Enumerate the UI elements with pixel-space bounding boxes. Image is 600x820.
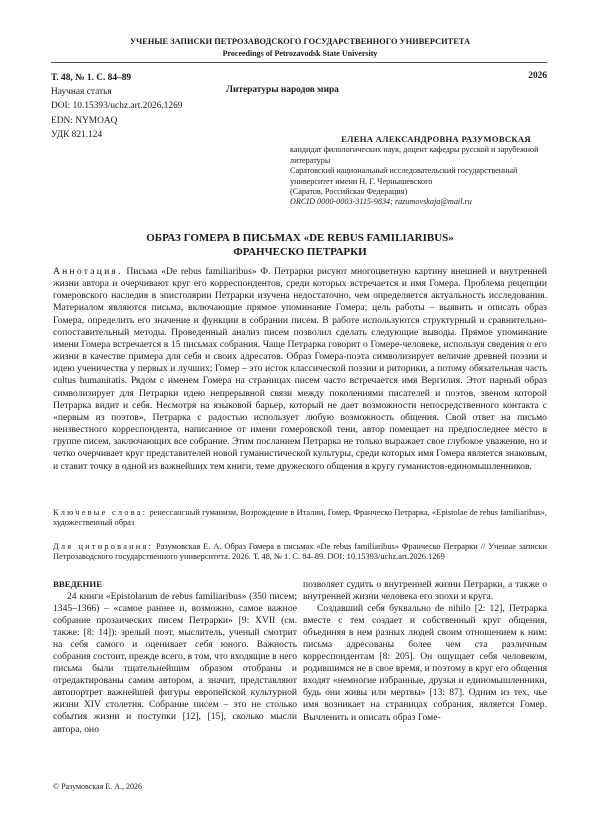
body-column-left [53, 591, 297, 736]
paragraph: позволяет судить о внутренней жизни Петрарки, а также о внутренней жизни человека его эпохи и круга. [303, 579, 547, 603]
citation-text: Разумовская Е. А. Образ Гомера в письмах «De rebus familiaribus» Франческо Петрарки // Ученые записки Петрозаводского государственного университета. 2026. Т. 48, № 1. С. 84–89. DOI: 10.15393/uchz.art.2026.1269 [53, 542, 547, 562]
abstract [53, 266, 547, 473]
author-name: ЕЛЕНА АЛЕКСАНДРОВНА РАЗУМОВСКАЯ [341, 134, 531, 144]
keywords-text: ренессансный гуманизм, Возрождение в Италии, Гомер, Франческо Петрарка, «Epistolae de rebus familiaribus», художественный образ [53, 508, 547, 528]
abstract-label: Аннотация. [53, 266, 123, 277]
citation-label: Для цитирования: [53, 542, 154, 551]
edn: EDN: NYMOAQ [51, 115, 118, 126]
author-degree: кандидат филологических наук, доцент кафедры русской и зарубежной литературы [290, 145, 539, 165]
paragraph: Создавший себя буквально de nihilo [2: 12], Петрарка вместе с тем создает и собственный круг общения, объединяя в нем разных людей своим отношением к ним: письма адресованы более чем ста различным корреспондентам [8: 205]. Он ощущает себя человеком, родившимся не в свое время, и поэтому в круг его общения входят «немногие избранные, друзья и единомышленники, будь они живы или мертвы» [13: 87]. Одним из тех, чье имя возникает на страницах собрания, является Гомер. Вычленить и описать образ Гоме- [303, 603, 547, 723]
citation [53, 542, 547, 563]
article-title [0, 232, 600, 259]
keywords [53, 508, 547, 529]
article-meta [51, 71, 183, 142]
copyright: © Разумовская Е. А., 2026 [53, 782, 142, 791]
keywords-label: Ключевые слова: [53, 508, 148, 517]
journal-title-en: Proceedings of Petrozavodsk State University [222, 49, 378, 58]
volume-pages: Т. 48, № 1. С. 84–89 [51, 73, 132, 83]
abstract-text: Письма «De rebus familiaribus» Ф. Петрарки рисуют многоцветную картину внешней и внутренней жизни автора и очерчивают круг его корреспондентов, среди которых встречается и имя Гомера. Проблема рецепции гомеровского наследия в эпистолярии Петрарки изучена недостаточно, чем определяется актуальность исследования. Материалом являются письма, включающие прямое упоминание Гомера; цель работы – выявить и описать образ Гомера, определить его значение и функции в собрании писем. В работе используются структурный и сравнительно-сопоставительный методы. Проведенный анализ писем позволил сделать следующие выводы. Прямое упоминание имени Гомера встречается в 15 письмах собрания. Чаще Петрарка говорит о Гомере-человеке, используя сведения о его жизни в качестве примера для себя и своих адресатов. Образ Гомера-поэта символизирует величие древней поэзии и идею ученичества у первых и лучших; Гомер – это исток классической поэзии и риторики, а потому обязательная часть cultus humanitatis. Рядом с именем Гомера на страницах писем часто встречается имя Вергилия. Этот парный образ символизирует для Петрарки идею непрерывной связи между поколениями писателей и поэтов, звеном которой Петрарка видит и себя. Несмотря на языковой барьер, который не дает возможности непосредственного контакта с «первым из поэтов», Петрарка с радостью использует любую возможность общения. Свой ответ на письмо неизвестного корреспондента, написанное от имени гомеровской тени, автор помещает на предпоследнее место в группе писем, заключающих все собрание. Этим посланием Петрарка не только выражает свое глубокое уважение, но и четко очерчивает круг представителей новой гуманистической культуры, среди которых имя Гомера является знаковым, и ставит точку в одной из важнейших тем книги, теме дружеского общения в кругу гуманистов-единомышленников. [53, 266, 547, 472]
udk: УДК 821.124 [51, 129, 103, 140]
body-column-right [303, 579, 547, 724]
article-title-line2: ФРАНЧЕСКО ПЕТРАРКИ [233, 245, 367, 258]
header-divider [51, 62, 547, 63]
section-heading-intro: ВВЕДЕНИЕ [53, 579, 103, 589]
paragraph: 24 книги «Epistolarum de rebus familiaribus» (350 писем; 1345–1366) – «самое раннее и, возможно, самое важное собрание прозаических писем Петрарки» [9: XVII (см. также: [8: 14]): зрелый поэт, мыслитель, ученый смотрит на себя самого и оценивает себя юного. Важность собрания состоит, прежде всего, в том, что входящие в него письма были тщательнейшим образом отобраны и отредактированы самим автором, а значит, представляют автопортрет важнейшей фигуры европейской культурной жизни XIV столетия. Собрание писем – это не столько события жизни и поступки [12], [15], сколько мысли автора, оно [53, 591, 297, 735]
author-location: (Саратов, Российская Федерация) [290, 187, 408, 197]
article-title-line1: ОБРАЗ ГОМЕРА В ПИСЬМАХ «DE REBUS FAMILIARIBUS» [146, 232, 454, 244]
author-block [290, 134, 556, 208]
author-affiliation: Саратовский национальный исследовательский государственный университет имени Н. Г. Чернышевского [290, 166, 518, 186]
journal-section: Литературы народов мира [226, 85, 339, 95]
doi[interactable]: DOI: 10.15393/uchz.art.2026.1269 [51, 101, 183, 112]
author-orcid-email[interactable]: ORCID 0000-0003-3115-9834; razumovskaja@mail.ru [290, 197, 472, 207]
article-type: Научная статья [51, 87, 112, 98]
journal-title-ru: УЧЕНЫЕ ЗАПИСКИ ПЕТРОЗАВОДСКОГО ГОСУДАРСТВЕННОГО УНИВЕРСИТЕТА [129, 37, 471, 46]
publication-year: 2026 [528, 71, 547, 81]
